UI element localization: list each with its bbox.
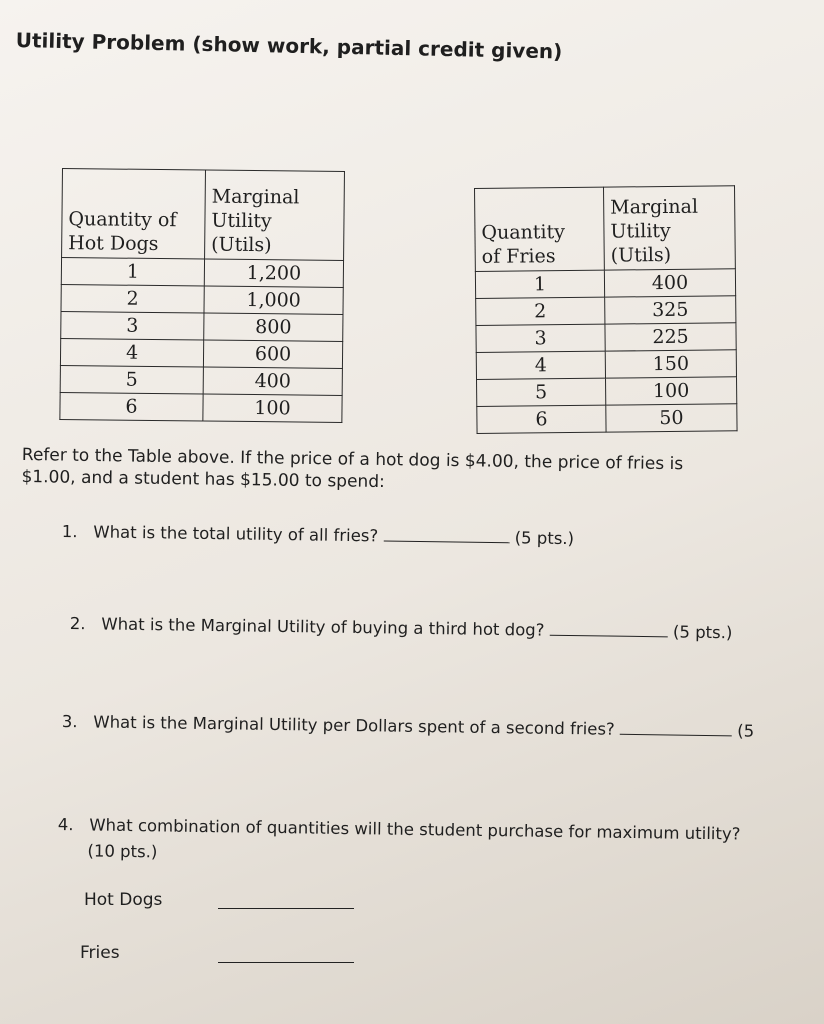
question-number: 3. xyxy=(61,712,78,732)
question-3 xyxy=(62,712,755,741)
question-points: (5 xyxy=(737,721,755,741)
table-row xyxy=(61,311,343,341)
qty-cell: 4 xyxy=(476,351,605,379)
mu-cell: 225 xyxy=(605,323,736,351)
qty-cell: 1 xyxy=(475,270,604,298)
table-row xyxy=(475,269,735,299)
header-line: (Utils) xyxy=(211,233,272,257)
qty-cell: 5 xyxy=(477,378,606,406)
question-points: (5 pts.) xyxy=(514,528,575,549)
answer-blank[interactable] xyxy=(620,720,732,737)
table-header-row xyxy=(475,186,736,272)
question-points: (10 pts.) xyxy=(87,841,158,862)
header-quantity-hot-dogs xyxy=(62,169,206,259)
question-text: What is the Marginal Utility per Dollars spent of a second fries? xyxy=(93,712,615,739)
table-row xyxy=(477,404,737,434)
header-line: Quantity of xyxy=(68,208,177,232)
table-row xyxy=(476,323,736,353)
qty-cell: 2 xyxy=(61,284,204,312)
header-marginal-utility xyxy=(603,186,735,270)
mu-cell: 150 xyxy=(605,350,736,378)
mu-cell: 800 xyxy=(204,313,343,341)
header-line: Utility xyxy=(610,219,671,243)
qty-cell: 4 xyxy=(60,338,203,366)
hot-dogs-answer-blank[interactable] xyxy=(218,908,354,909)
table-row xyxy=(60,338,342,368)
mu-cell: 100 xyxy=(203,394,342,422)
question-text: What combination of quantities will the student purchase for maximum utility? xyxy=(89,815,741,844)
header-marginal-utility xyxy=(205,170,345,260)
table-row xyxy=(60,365,342,395)
question-number: 4. xyxy=(57,814,74,835)
question-4 xyxy=(57,812,740,874)
header-line: Quantity xyxy=(481,221,566,244)
header-line: of Fries xyxy=(481,245,556,268)
mu-cell: 1,000 xyxy=(204,286,343,314)
fries-label: Fries xyxy=(80,943,120,963)
question-text: What is the total utility of all fries? xyxy=(93,522,379,546)
header-line: (Utils) xyxy=(610,243,672,267)
table-row xyxy=(61,258,343,288)
qty-cell: 3 xyxy=(61,311,204,339)
hotdog-utility-table xyxy=(59,168,345,423)
mu-cell: 600 xyxy=(203,340,342,368)
header-quantity-fries xyxy=(475,187,605,271)
table-row xyxy=(60,392,342,422)
table-row xyxy=(61,284,343,314)
question-text: What is the Marginal Utility of buying a third hot dog? xyxy=(101,614,545,640)
qty-cell: 2 xyxy=(476,297,605,325)
answer-blank[interactable] xyxy=(383,526,509,543)
mu-cell: 400 xyxy=(604,269,735,297)
header-line: Hot Dogs xyxy=(68,232,159,256)
problem-intro: Refer to the Table above. If the price of a hot dog is $4.00, the price of fries is $1.00, and a student has $15.00 to spend: xyxy=(21,444,684,493)
qty-cell: 3 xyxy=(476,324,605,352)
question-number: 2. xyxy=(69,614,86,634)
answer-blank[interactable] xyxy=(550,621,668,638)
hot-dogs-label: Hot Dogs xyxy=(84,890,163,910)
qty-cell: 1 xyxy=(61,258,204,286)
mu-cell: 1,200 xyxy=(204,259,343,287)
question-2 xyxy=(70,614,733,642)
mu-cell: 100 xyxy=(605,377,736,405)
fries-utility-table xyxy=(474,185,738,434)
header-line: Marginal xyxy=(211,185,300,209)
question-1 xyxy=(62,522,574,548)
table-row xyxy=(476,296,736,326)
question-number: 1. xyxy=(61,522,78,542)
qty-cell: 6 xyxy=(60,392,203,420)
mu-cell: 50 xyxy=(606,404,737,432)
mu-cell: 400 xyxy=(203,367,342,395)
qty-cell: 6 xyxy=(477,405,606,433)
question-points: (5 pts.) xyxy=(672,622,733,643)
mu-cell: 325 xyxy=(605,296,736,324)
header-line: Utility xyxy=(211,209,272,233)
fries-answer-blank[interactable] xyxy=(218,962,354,963)
table-row xyxy=(476,350,736,380)
table-row xyxy=(477,377,737,407)
table-header-row xyxy=(62,169,345,261)
header-line: Marginal xyxy=(610,195,699,219)
page-title: Utility Problem (show work, partial credit given) xyxy=(15,28,563,64)
qty-cell: 5 xyxy=(60,365,203,393)
